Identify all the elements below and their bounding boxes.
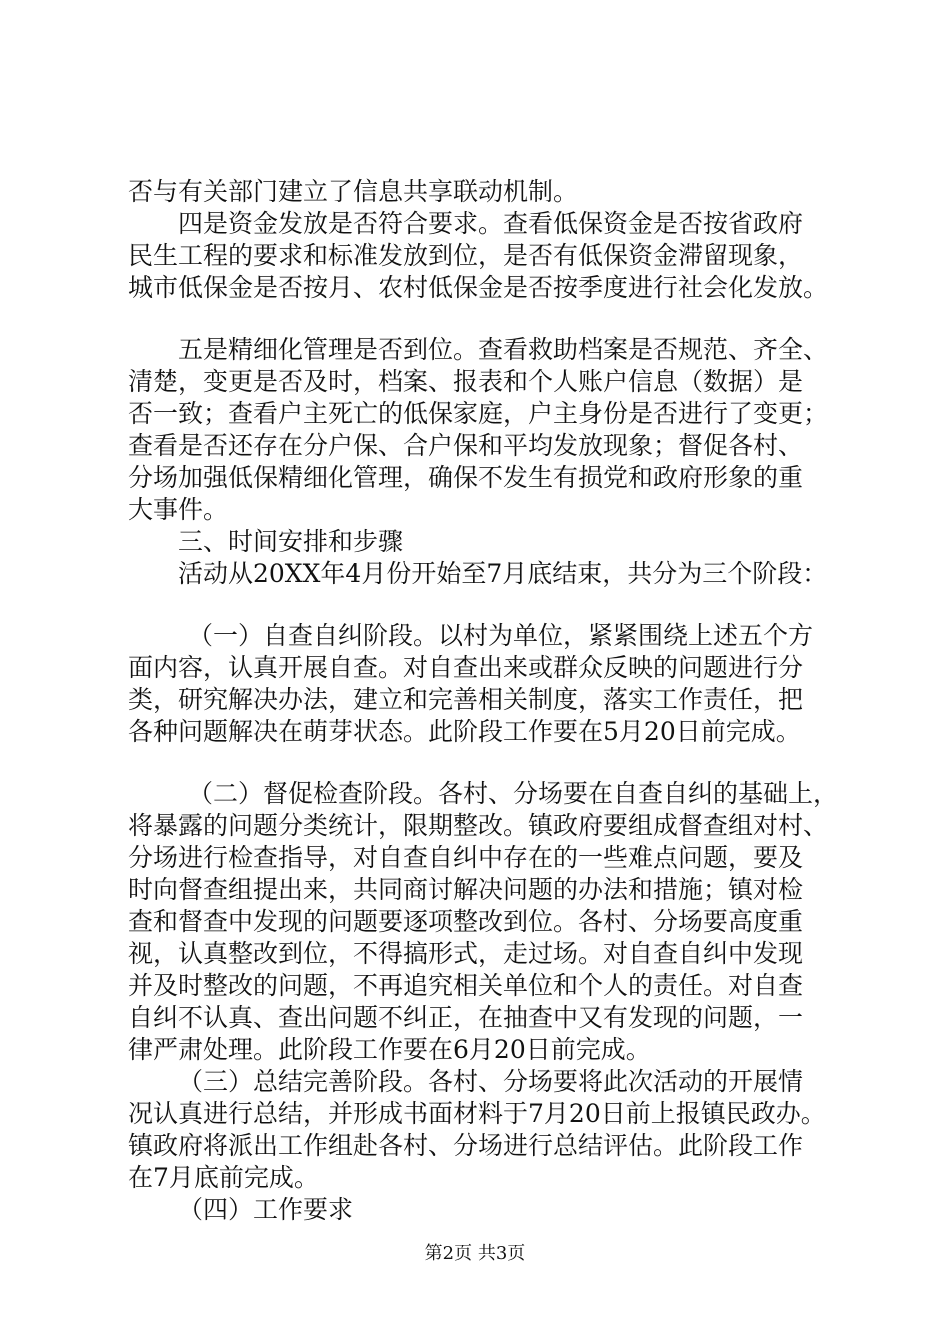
- text-line: 镇政府将派出工作组赴各村、分场进行总结评估。此阶段工作: [128, 1131, 804, 1160]
- text-line: 清楚，变更是否及时，档案、报表和个人账户信息（数据）是: [128, 367, 804, 396]
- text-line: 否与有关部门建立了信息共享联动机制。: [128, 177, 579, 206]
- text-line: 将暴露的问题分类统计，限期整改。镇政府要组成督查组对村、: [128, 811, 829, 840]
- text-line: 类，研究解决办法，建立和完善相关制度，落实工作责任，把: [128, 685, 804, 714]
- text-line: 律严肃处理。此阶段工作要在6月20日前完成。: [128, 1035, 651, 1064]
- text-line: 分场进行检查指导，对自查自纠中存在的一些难点问题，要及: [128, 843, 804, 872]
- text-line: 在7月底前完成。: [128, 1163, 319, 1192]
- text-line: 四是资金发放是否符合要求。查看低保资金是否按省政府: [178, 209, 804, 238]
- text-line: 并及时整改的问题，不再追究相关单位和个人的责任。对自查: [128, 971, 804, 1000]
- text-line: 大事件。: [128, 495, 229, 524]
- text-line: 时向督查组提出来，共同商讨解决问题的办法和措施；镇对检: [128, 875, 804, 904]
- text-line: 否一致；查看户主死亡的低保家庭，户主身份是否进行了变更；: [128, 399, 829, 428]
- section-heading: 三、时间安排和步骤: [178, 527, 404, 556]
- text-line: 各种问题解决在萌芽状态。此阶段工作要在5月20日前完成。: [128, 717, 801, 746]
- text-line: （一）自查自纠阶段。以村为单位，紧紧围绕上述五个方: [188, 621, 814, 650]
- text-line: 民生工程的要求和标准发放到位，是否有低保资金滞留现象，: [128, 241, 804, 270]
- text-line: 查和督查中发现的问题要逐项整改到位。各村、分场要高度重: [128, 907, 804, 936]
- text-line: 自纠不认真、查出问题不纠正，在抽查中又有发现的问题，一: [128, 1003, 804, 1032]
- text-line: 面内容，认真开展自查。对自查出来或群众反映的问题进行分: [128, 653, 804, 682]
- text-line: 况认真进行总结，并形成书面材料于7月20日前上报镇民政办。: [128, 1099, 826, 1128]
- text-line: 城市低保金是否按月、农村低保金是否按季度进行社会化发放。: [128, 273, 829, 302]
- text-line: 分场加强低保精细化管理，确保不发生有损党和政府形象的重: [128, 463, 804, 492]
- text-line: （二）督促检查阶段。各村、分场要在自查自纠的基础上，: [188, 779, 839, 808]
- text-line: （三）总结完善阶段。各村、分场要将此次活动的开展情: [178, 1067, 804, 1096]
- page-footer: 第2页 共3页: [424, 1243, 526, 1264]
- text-line: 视，认真整改到位，不得搞形式，走过场。对自查自纠中发现: [128, 939, 804, 968]
- text-line: 活动从20XX年4月份开始至7月底结束，共分为三个阶段：: [178, 559, 828, 588]
- text-line: 查看是否还存在分户保、合户保和平均发放现象；督促各村、: [128, 431, 804, 460]
- section-heading: （四）工作要求: [178, 1195, 354, 1224]
- text-line: 五是精细化管理是否到位。查看救助档案是否规范、齐全、: [178, 335, 829, 364]
